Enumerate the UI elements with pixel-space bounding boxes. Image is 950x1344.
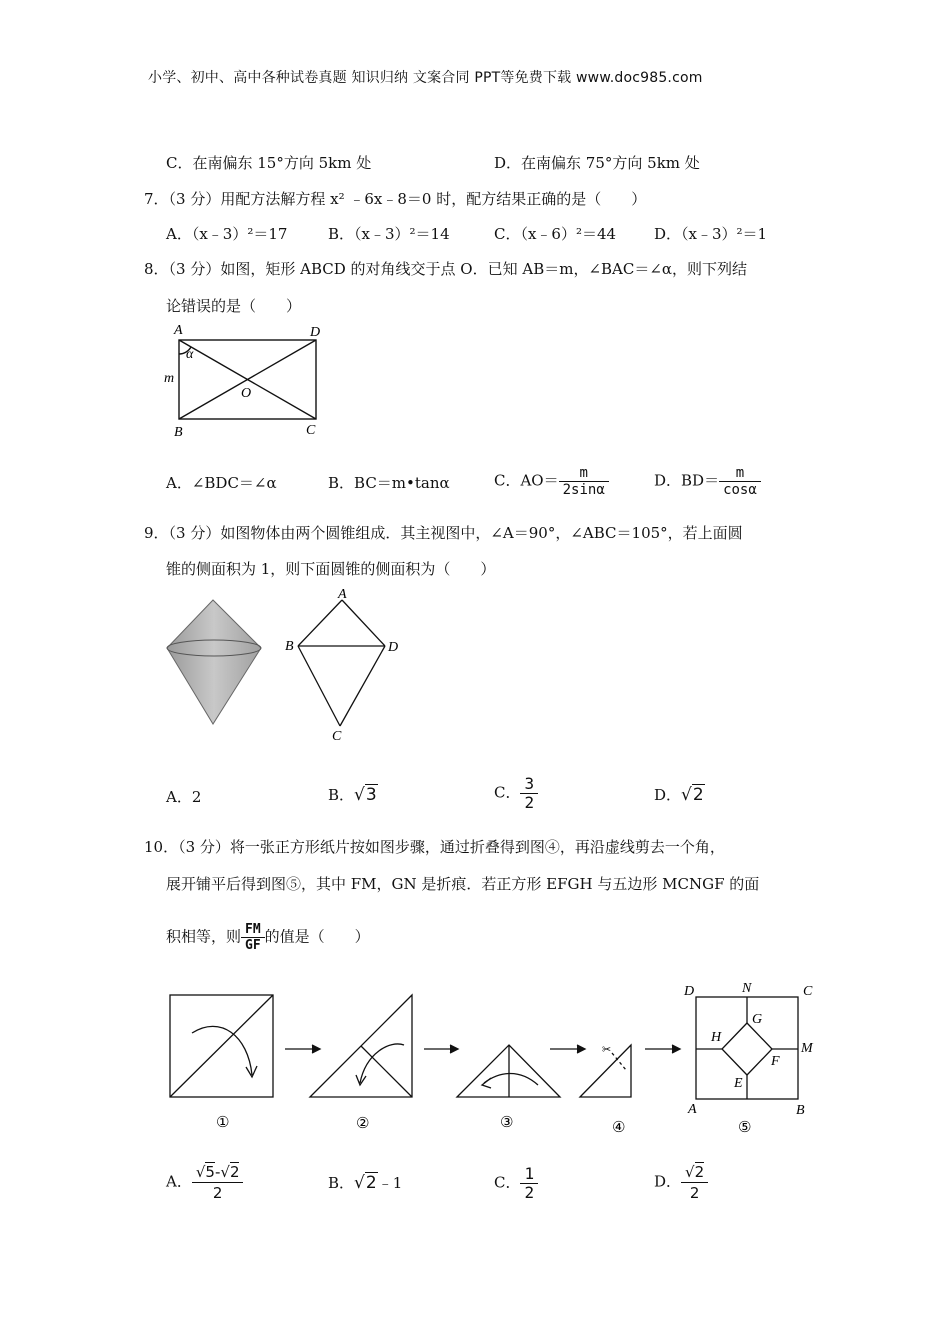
q10-option-c-num: 1 xyxy=(520,1165,538,1184)
q10-label-b: B xyxy=(796,1103,805,1118)
q10-stem-fraction xyxy=(241,922,265,953)
q8-option-c-fraction xyxy=(559,465,609,498)
q10-option-a-minus: - xyxy=(214,1163,221,1181)
q8-option-d-den: cosα xyxy=(723,482,757,498)
q9-option-b xyxy=(328,784,378,805)
q9-option-d-prefix: D． xyxy=(654,786,682,804)
q10-option-a-den: 2 xyxy=(212,1184,223,1202)
q10-option-a-rad1: 5 xyxy=(205,1163,215,1181)
q10-label-f: F xyxy=(771,1054,780,1069)
q9-stem-line1: 9．（3 分）如图物体由两个圆锥组成．其主视图中，∠A＝90°，∠ABC＝105°，若上面圆 xyxy=(144,524,743,542)
q10-step2-label: ② xyxy=(356,1114,370,1132)
q10-step3-label: ③ xyxy=(500,1113,514,1131)
scissors-icon: ✂ xyxy=(602,1043,612,1056)
q10-option-b-suffix: ﹣1 xyxy=(377,1174,403,1192)
q9-option-c xyxy=(494,775,538,812)
q7-option-b: B．（x﹣3）²＝14 xyxy=(328,225,450,243)
q8-option-c-den: 2sinα xyxy=(562,482,605,498)
q10-option-d-num: √2 xyxy=(681,1162,708,1183)
q10-label-g: G xyxy=(752,1012,763,1027)
q9-cone-solid-figure xyxy=(165,598,270,728)
q9-label-c: C xyxy=(332,729,342,744)
q9-label-d: D xyxy=(388,640,399,655)
q10-step1-label: ① xyxy=(216,1113,230,1131)
q7-option-a: A．（x﹣3）²＝17 xyxy=(166,225,288,243)
q10-label-m: M xyxy=(801,1041,813,1056)
q10-option-c-den: 2 xyxy=(524,1183,535,1202)
q6-option-d: D．在南偏东 75°方向 5km 处 xyxy=(494,154,700,172)
q8-option-c xyxy=(494,465,609,498)
q8-option-d-fraction xyxy=(719,465,761,498)
q9-option-d-sqrt: √2 xyxy=(681,785,704,805)
q9-option-c-prefix: C． xyxy=(494,783,521,802)
q10-option-a-prefix: A． xyxy=(166,1172,192,1191)
q9-stem-line2: 锥的侧面积为 1，则下面圆锥的侧面积为（ ） xyxy=(166,560,496,578)
q10-option-d-prefix: D． xyxy=(654,1172,682,1191)
q8-label-o: O xyxy=(241,386,252,401)
q8-option-d-num: m xyxy=(719,465,761,482)
q8-label-a: A xyxy=(174,323,183,338)
q8-label-c: C xyxy=(306,423,316,438)
q10-option-d-fraction xyxy=(681,1162,708,1203)
q9-option-c-fraction xyxy=(520,775,538,812)
q10-label-c: C xyxy=(803,984,813,999)
q10-stem-prefix: 积相等，则 xyxy=(166,927,242,946)
q8-stem-line2: 论错误的是（ ） xyxy=(166,297,302,315)
q9-option-b-radicand: 3 xyxy=(365,785,377,805)
q10-option-d-radicand: 2 xyxy=(694,1163,705,1181)
q10-option-b-prefix: B． xyxy=(328,1174,355,1192)
q8-stem-line1: 8．（3 分）如图，矩形 ABCD 的对角线交于点 O．已知 AB＝m，∠BAC＝∠α，则下列结 xyxy=(144,260,748,278)
q10-stem-line3 xyxy=(166,922,370,953)
q10-stem-suffix: 的值是（ ） xyxy=(264,927,370,946)
q9-option-d-radicand: 2 xyxy=(692,785,704,805)
q9-label-b: B xyxy=(285,639,294,654)
q8-option-c-prefix: C．AO＝ xyxy=(494,471,559,490)
q10-option-d-den: 2 xyxy=(689,1184,700,1202)
q10-label-n: N xyxy=(742,981,752,996)
q6-option-c: C．在南偏东 15°方向 5km 处 xyxy=(166,154,372,172)
q10-option-b xyxy=(328,1172,402,1193)
q9-option-d xyxy=(654,784,705,805)
q10-folding-steps-figure xyxy=(160,975,830,1145)
q10-option-a-fraction xyxy=(192,1162,244,1203)
q8-label-b: B xyxy=(174,425,183,440)
q7-stem: 7．（3 分）用配方法解方程 x² ﹣6x﹣8＝0 时，配方结果正确的是（ ） xyxy=(144,190,647,208)
q8-label-alpha: α xyxy=(186,347,194,362)
q8-option-a: A．∠BDC＝∠α xyxy=(166,474,277,492)
q10-option-a xyxy=(166,1162,243,1203)
q7-option-c: C．（x﹣6）²＝44 xyxy=(494,225,617,243)
q10-step5-label: ⑤ xyxy=(738,1118,752,1136)
q8-option-b: B．BC＝m•tanα xyxy=(328,474,450,492)
q10-stem-num: FM xyxy=(241,922,265,938)
q10-option-d xyxy=(654,1162,708,1203)
q10-label-h: H xyxy=(711,1030,722,1045)
q9-front-view-figure xyxy=(283,586,408,746)
q10-option-b-radicand: 2 xyxy=(365,1173,377,1193)
q8-option-d xyxy=(654,465,761,498)
q8-label-d: D xyxy=(310,325,321,340)
q8-label-m: m xyxy=(164,371,175,386)
q10-option-a-rad2: 2 xyxy=(229,1163,240,1181)
q9-option-c-den: 2 xyxy=(524,793,535,812)
q10-option-c-prefix: C． xyxy=(494,1173,521,1192)
q10-option-a-num: √5-√2 xyxy=(192,1162,244,1183)
q10-label-e: E xyxy=(734,1076,743,1091)
q9-option-b-sqrt: √3 xyxy=(354,785,377,805)
q9-label-a: A xyxy=(338,587,347,602)
page-header: 小学、初中、高中各种试卷真题 知识归纳 文案合同 PPT等免费下载 www.doc985.com xyxy=(148,70,703,86)
q10-stem-line1: 10．（3 分）将一张正方形纸片按如图步骤，通过折叠得到图④，再沿虚线剪去一个角， xyxy=(144,838,725,856)
q9-option-c-num: 3 xyxy=(520,775,538,794)
q10-option-b-sqrt: √2 xyxy=(354,1173,377,1193)
q10-stem-line2: 展开铺平后得到图⑤，其中 FM，GN 是折痕．若正方形 EFGH 与五边形 MCNGF 的面 xyxy=(166,875,760,893)
q8-option-c-num: m xyxy=(559,465,609,482)
q10-option-c-fraction xyxy=(520,1165,538,1202)
q9-option-a: A．2 xyxy=(166,788,202,806)
q10-option-c xyxy=(494,1165,538,1202)
q9-option-b-prefix: B． xyxy=(328,786,355,804)
q10-stem-den: GF xyxy=(245,938,261,953)
q10-label-d: D xyxy=(684,984,695,999)
q8-rectangle-figure xyxy=(160,320,335,440)
q10-step4-label: ④ xyxy=(612,1118,626,1136)
q7-option-d: D．（x﹣3）²＝1 xyxy=(654,225,768,243)
q8-option-d-prefix: D．BD＝ xyxy=(654,471,720,490)
q10-label-a: A xyxy=(688,1102,697,1117)
